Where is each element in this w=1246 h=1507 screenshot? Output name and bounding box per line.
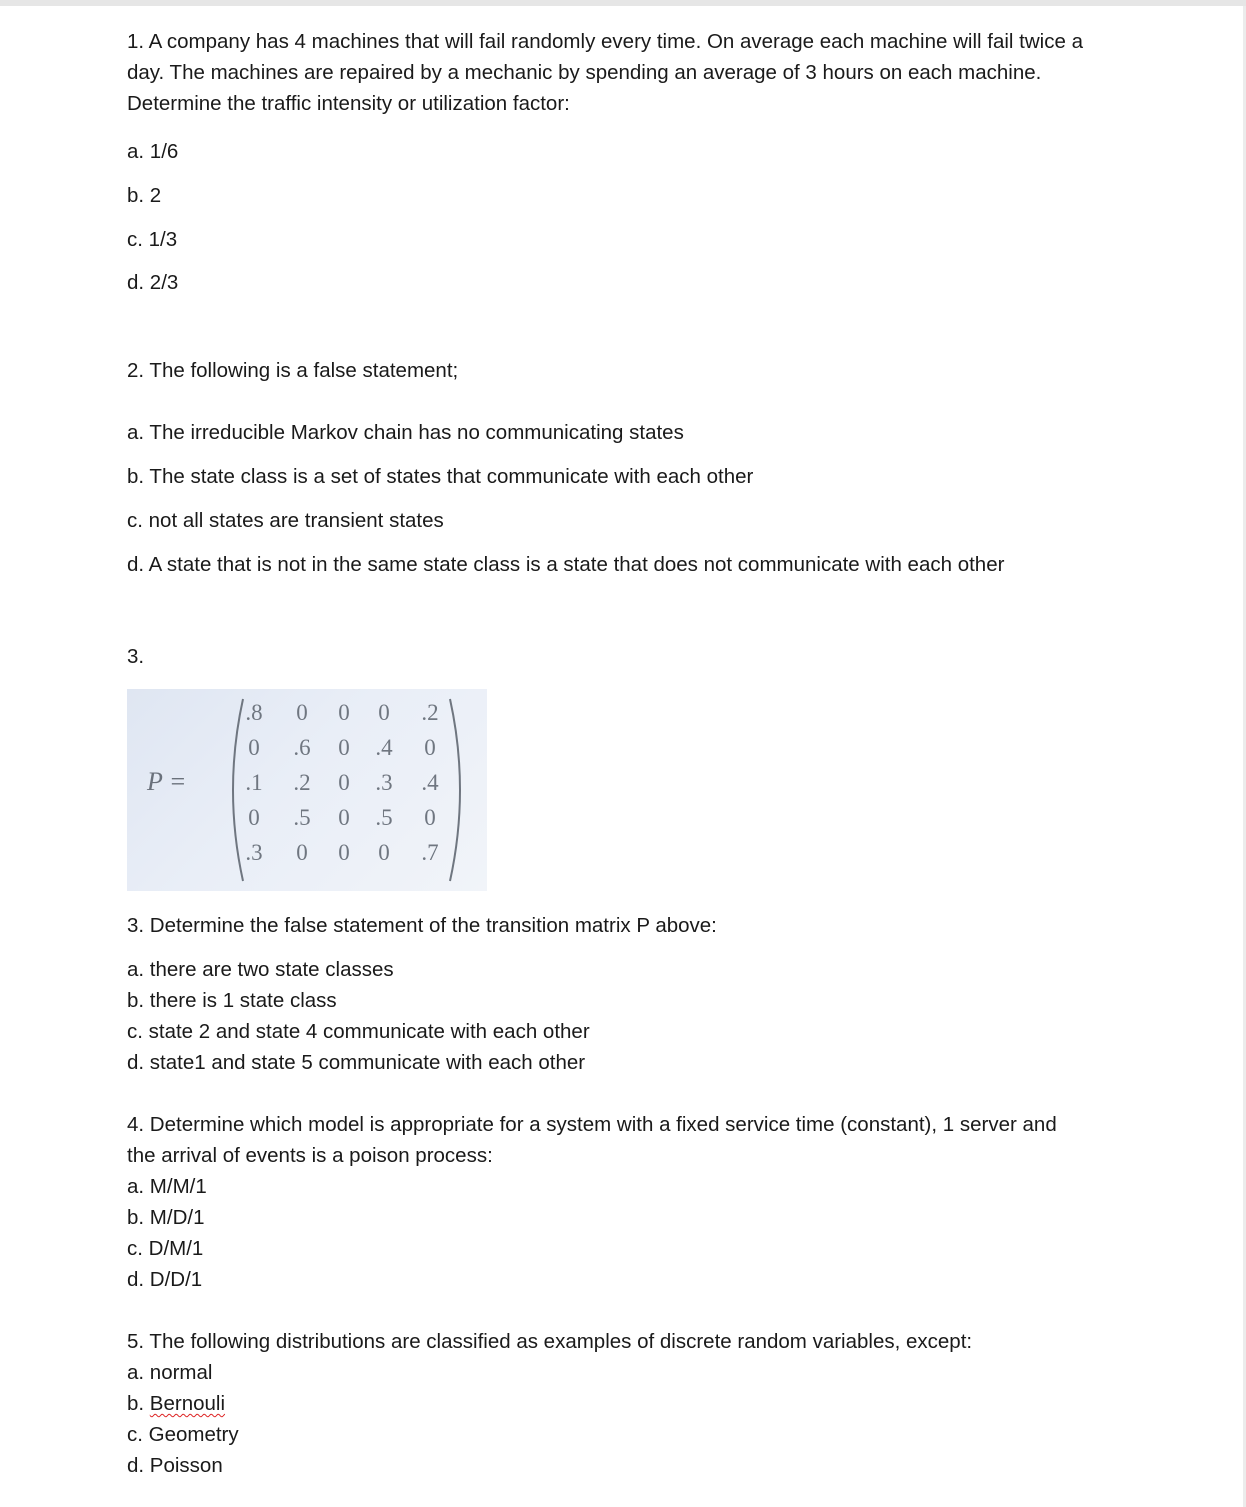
- question-3-text: 3. Determine the false statement of the transition matrix P above:: [127, 914, 717, 937]
- spellcheck-word[interactable]: Bernouli: [149, 1392, 226, 1415]
- matrix-cell: .4: [421, 770, 439, 795]
- matrix-cell: .5: [375, 805, 393, 830]
- q5-option-d: d. Poisson: [127, 1454, 223, 1477]
- q2-option-d: d. A state that is not in the same state class is a state that does not communicate with each other: [127, 553, 1005, 576]
- matrix-cell: 0: [378, 700, 390, 725]
- question-4-text: 4. Determine which model is appropriate for a system with a fixed service time (constant), 1 server and the arrival of events is a poison process:: [127, 1113, 1057, 1167]
- q3-option-d: d. state1 and state 5 communicate with each other: [127, 1051, 586, 1074]
- matrix-cell: .8: [245, 700, 263, 725]
- transition-matrix-image: [127, 689, 487, 891]
- matrix-cell: 0: [424, 805, 436, 830]
- question-1-text: 1. A company has 4 machines that will fail randomly every time. On average each machine will fail twice a day. The machines are repaired by a mechanic by spending an average of 3 hours on each machine. Determine the traffic intensity or utilization factor:: [127, 30, 1083, 115]
- q2-option-b: b. The state class is a set of states that communicate with each other: [127, 465, 754, 488]
- q1-option-a: a. 1/6: [127, 140, 179, 163]
- matrix-cell: .2: [293, 770, 311, 795]
- matrix-cell: 0: [248, 735, 260, 760]
- matrix-cell: 0: [296, 840, 308, 865]
- q3-option-b: b. there is 1 state class: [127, 989, 337, 1012]
- matrix-cell: 0: [424, 735, 436, 760]
- matrix-cell: .6: [293, 735, 311, 760]
- q2-option-c: c. not all states are transient states: [127, 509, 444, 532]
- q5-option-b: [127, 1388, 225, 1419]
- q3-option-c: c. state 2 and state 4 communicate with each other: [127, 1020, 590, 1043]
- matrix-cell: 0: [378, 840, 390, 865]
- matrix-cell: 0: [338, 805, 350, 830]
- q4-option-c: c. D/M/1: [127, 1237, 204, 1260]
- matrix-cell: .1: [245, 770, 263, 795]
- window-top-bar: [0, 0, 1246, 6]
- matrix-cell: .4: [375, 735, 393, 760]
- matrix-cell: 0: [296, 700, 308, 725]
- matrix-cell: 0: [338, 735, 350, 760]
- question-3-label: 3.: [127, 645, 145, 668]
- q4-option-a: a. M/M/1: [127, 1175, 207, 1198]
- matrix-cell: 0: [338, 840, 350, 865]
- matrix-cell: .3: [375, 770, 393, 795]
- matrix-cell: 0: [338, 770, 350, 795]
- matrix-symbol: P =: [147, 767, 187, 796]
- q1-option-d: d. 2/3: [127, 271, 179, 294]
- q4-option-d: d. D/D/1: [127, 1268, 203, 1291]
- matrix-cell: .7: [421, 840, 439, 865]
- q2-option-a: a. The irreducible Markov chain has no communicating states: [127, 421, 684, 444]
- question-5-text: 5. The following distributions are classified as examples of discrete random variables, except:: [127, 1330, 973, 1353]
- q3-option-a: a. there are two state classes: [127, 958, 394, 981]
- matrix-cell: 0: [338, 700, 350, 725]
- question-2-text: 2. The following is a false statement;: [127, 359, 459, 382]
- matrix-cell: 0: [248, 805, 260, 830]
- matrix-cell: .5: [293, 805, 311, 830]
- matrix-cell: .3: [245, 840, 263, 865]
- q5-option-c: c. Geometry: [127, 1423, 239, 1446]
- q1-option-b: b. 2: [127, 184, 162, 207]
- q1-option-c: c. 1/3: [127, 228, 178, 251]
- q4-option-b: b. M/D/1: [127, 1206, 205, 1229]
- q5-option-b-prefix: b.: [127, 1392, 150, 1415]
- matrix-cell: .2: [421, 700, 439, 725]
- q5-option-a: a. normal: [127, 1361, 213, 1384]
